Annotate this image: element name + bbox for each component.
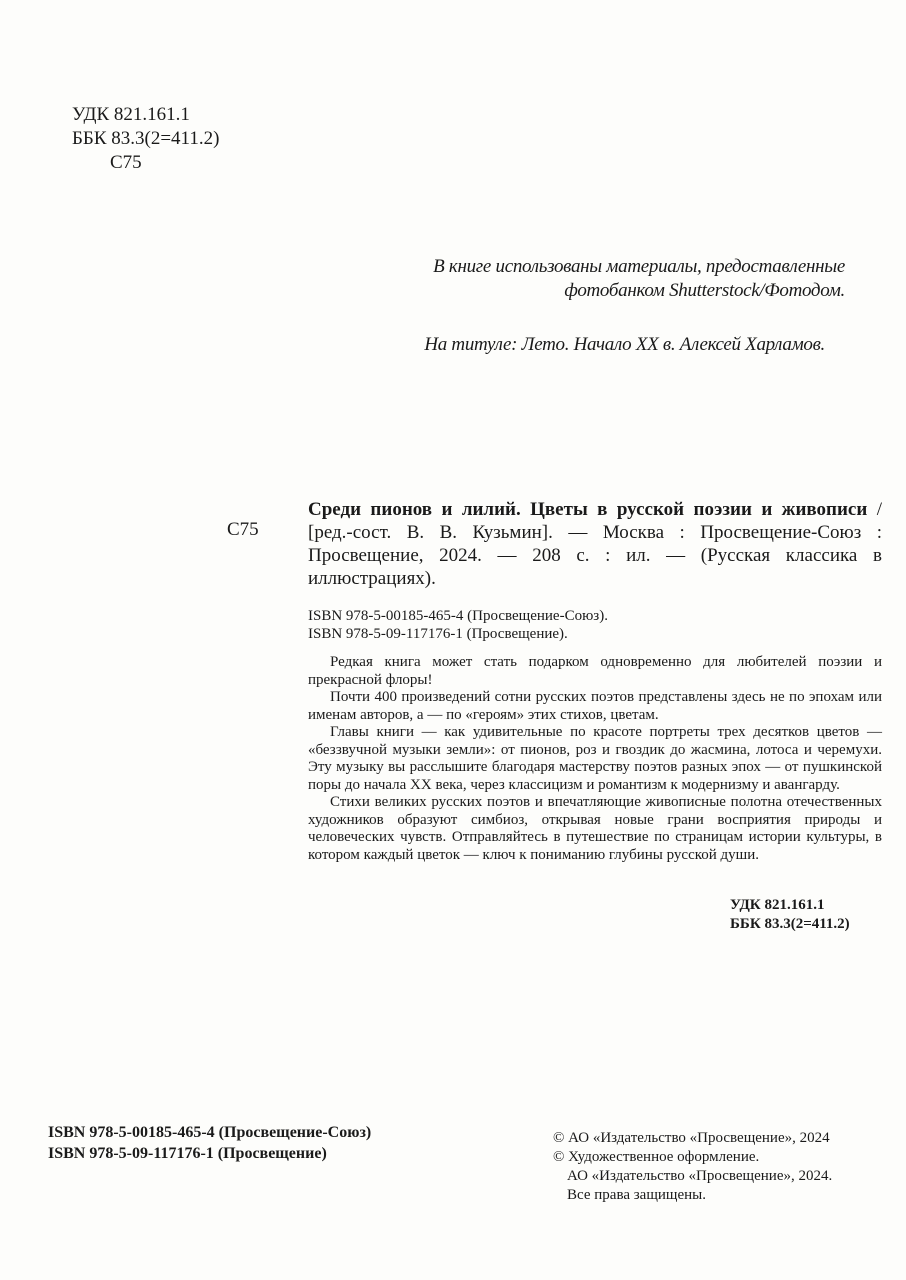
title-page-note: На титуле: Лето. Начало XX в. Алексей Харламов. [424, 334, 825, 355]
copyright-line-4: Все права защищены. [567, 1187, 706, 1203]
catalog-isbn-list [308, 607, 608, 643]
copyright-line-2: © Художественное оформление. [553, 1149, 760, 1165]
annotation-paragraph: Почти 400 произведений сотни русских поэтов представлены здесь не по эпохам или именам авторов, а — по «героям» этих стихов, цветам. [308, 689, 882, 723]
bbk-code-bold: ББК 83.3(2=411.2) [730, 916, 850, 932]
isbn-line-2: ISBN 978-5-09-117176-1 (Просвещение) [48, 1145, 327, 1162]
isbn-block [48, 1122, 371, 1164]
isbn-line-1: ISBN 978-5-00185-465-4 (Просвещение-Союз) [48, 1124, 372, 1141]
annotation [308, 654, 882, 864]
credits-line-1: В книге использованы материалы, предоставленные [433, 256, 845, 277]
copyright-line-3: АО «Издательство «Просвещение», 2024. [567, 1168, 833, 1184]
bibliographic-details: / [ред.-сост. В. В. Кузьмин]. — Москва : Просвещение-Союз : Просвещение, 2024. — 208 с. : ил. — (Русская классика в иллюстрациях). [308, 499, 882, 589]
catalog-isbn-2: ISBN 978-5-09-117176-1 (Просвещение). [308, 626, 568, 642]
annotation-paragraph: Главы книги — как удивительные по красоте портреты трех десятков цветов — «беззвучной музыки земли»: от пионов, роз и гвоздик до жасмина, лотоса и черемухи. Эту музыку вы расслышите благодаря мастерству поэтов разных эпох — от пушкинской поры до начала XX века, через классицизм и романтизм к модернизму и авангарду. [308, 724, 882, 793]
catalog-isbn-1: ISBN 978-5-00185-465-4 (Просвещение-Союз). [308, 608, 608, 624]
catalog-author-mark: С75 [227, 519, 259, 540]
copyright-block [553, 1129, 832, 1205]
bbk-code: ББК 83.3(2=411.2) [72, 128, 220, 149]
bibliographic-entry [308, 498, 882, 590]
classification-codes-bottom [730, 896, 850, 934]
copyright-line-1: © АО «Издательство «Просвещение», 2024 [553, 1130, 830, 1146]
annotation-paragraph: Редкая книга может стать подарком одновременно для любителей поэзии и прекрасной флоры! [308, 654, 882, 688]
udk-code-bold: УДК 821.161.1 [730, 897, 825, 913]
annotation-paragraph: Стихи великих русских поэтов и впечатляющие живописные полотна отечественных художников образуют симбиоз, открывая новые грани восприятия природы и человеческих чувств. Отправляйтесь в путешествие по страницам истории культуры, в котором каждый цветок — ключ к пониманию глубины русской души. [308, 794, 882, 863]
author-mark: С75 [110, 152, 142, 173]
udk-code: УДК 821.161.1 [72, 104, 190, 125]
credits-line-2: фотобанком Shutterstock/Фотодом. [564, 280, 845, 301]
photo-credits [300, 255, 845, 303]
classification-codes-top [72, 103, 219, 175]
book-title: Среди пионов и лилий. Цветы в русской поэзии и живописи [308, 499, 868, 520]
